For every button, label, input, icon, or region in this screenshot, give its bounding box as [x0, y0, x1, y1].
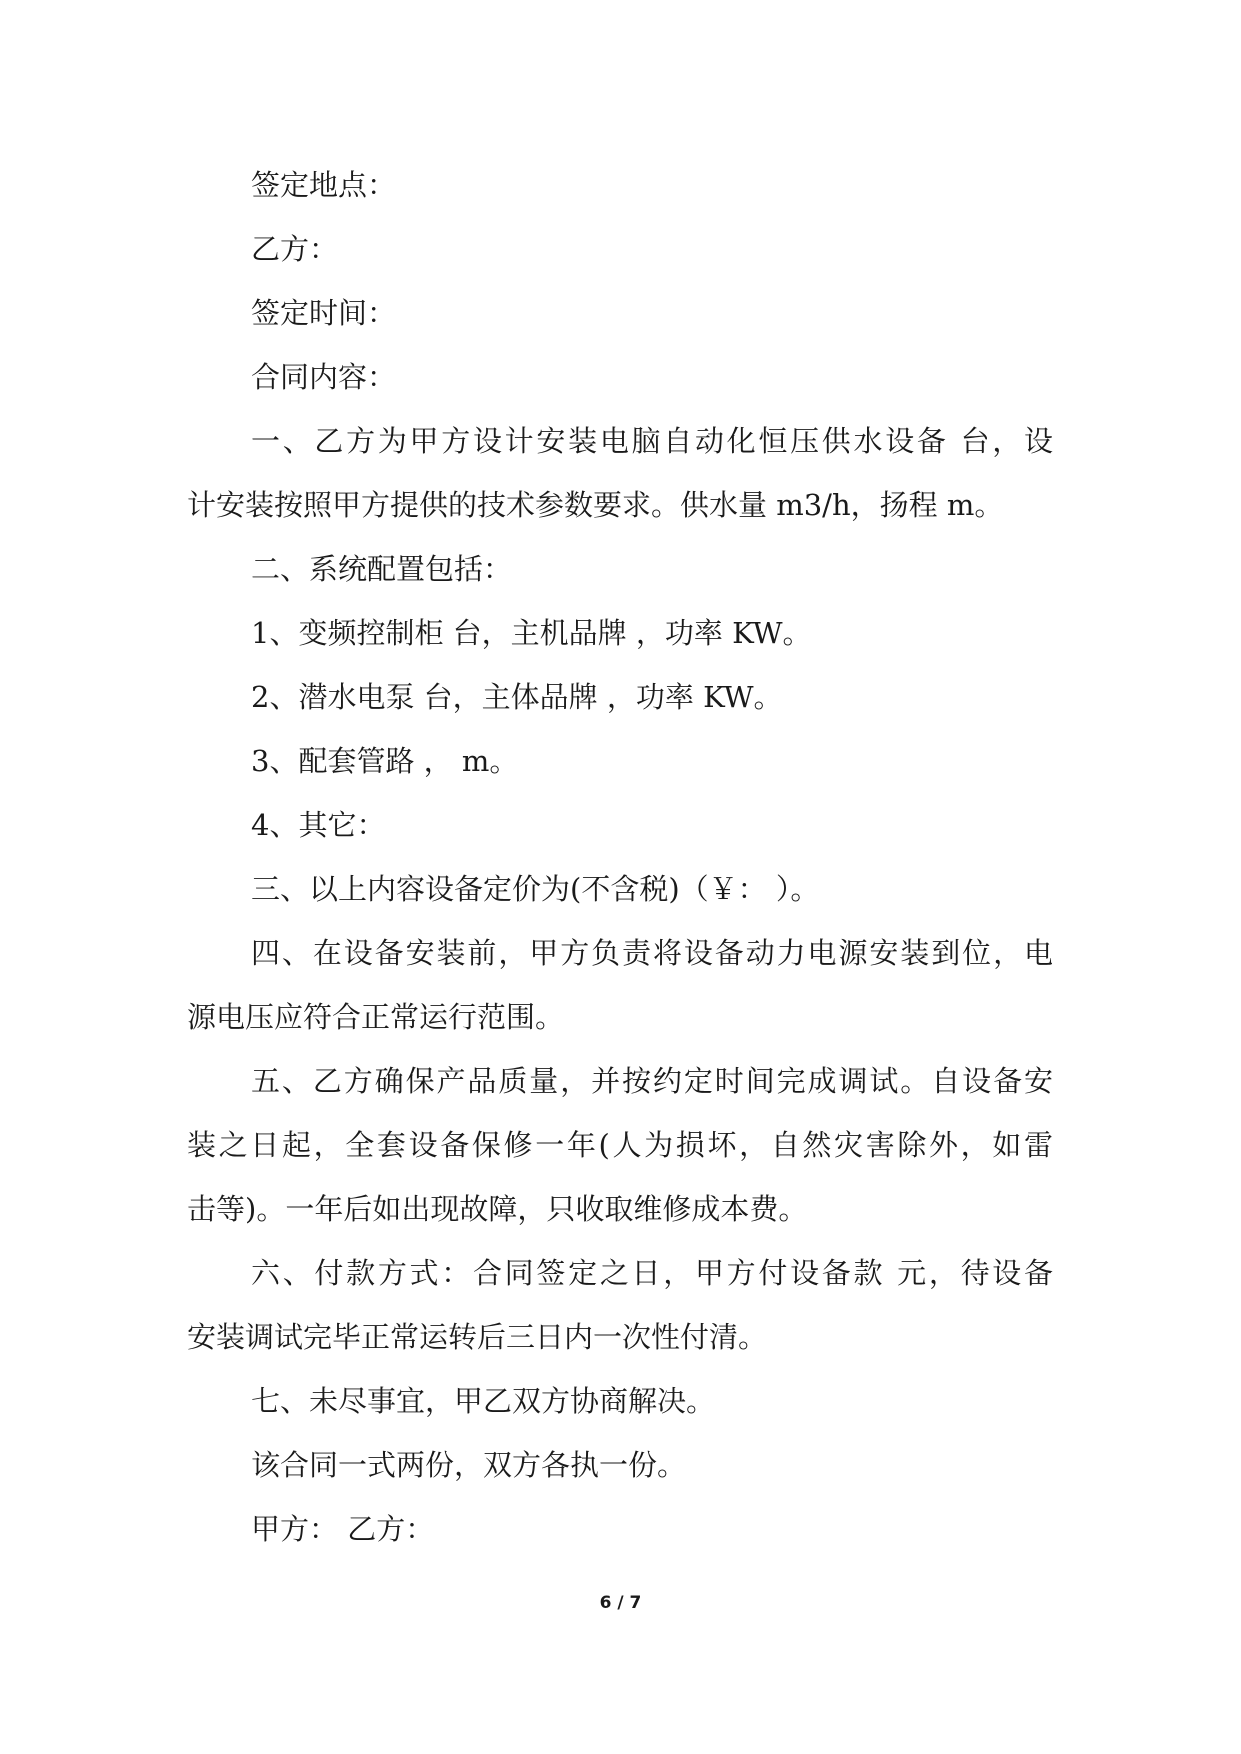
text-line: 五、乙方确保产品质量，并按约定时间完成调试。自设备安 [251, 1064, 1053, 1098]
text-line: 该合同一式两份，双方各执一份。 [251, 1448, 687, 1482]
text-line: 4、其它： [251, 808, 386, 842]
text-line: 2、潜水电泵 台，主体品牌 ，功率 KW。 [251, 680, 783, 714]
text-line: 签定时间： [251, 296, 397, 330]
text-line: 乙方： [251, 232, 339, 266]
text-line: 一、乙方为甲方设计安装电脑自动化恒压供水设备 台，设 [251, 424, 1053, 458]
text-line: 击等)。一年后如出现故障，只收取维修成本费。 [187, 1192, 808, 1226]
text-line: 七、未尽事宜，甲乙双方协商解决。 [251, 1384, 716, 1418]
text-line: 合同内容： [251, 360, 397, 394]
text-line: 三、以上内容设备定价为(不含税)（￥： ）。 [251, 872, 820, 906]
page-number: 6 / 7 [599, 1593, 642, 1613]
text-line: 甲方： 乙方： [251, 1512, 435, 1546]
text-line: 四、在设备安装前，甲方负责将设备动力电源安装到位，电 [251, 936, 1053, 970]
document-body [187, 153, 1053, 1561]
text-line: 源电压应符合正常运行范围。 [187, 1000, 565, 1034]
text-line: 二、系统配置包括： [251, 552, 513, 586]
text-line: 3、配套管路 ， m。 [251, 744, 519, 778]
text-line: 安装调试完毕正常运转后三日内一次性付清。 [187, 1320, 768, 1354]
text-line: 装之日起，全套设备保修一年(人为损坏，自然灾害除外，如雷 [187, 1128, 1053, 1162]
text-line: 六、付款方式：合同签定之日，甲方付设备款 元，待设备 [251, 1256, 1053, 1290]
text-line: 1、变频控制柜 台，主机品牌 ，功率 KW。 [251, 616, 812, 650]
text-line: 计安装按照甲方提供的技术参数要求。供水量 m3/h，扬程 m。 [187, 488, 1004, 522]
text-line: 签定地点： [251, 168, 397, 202]
